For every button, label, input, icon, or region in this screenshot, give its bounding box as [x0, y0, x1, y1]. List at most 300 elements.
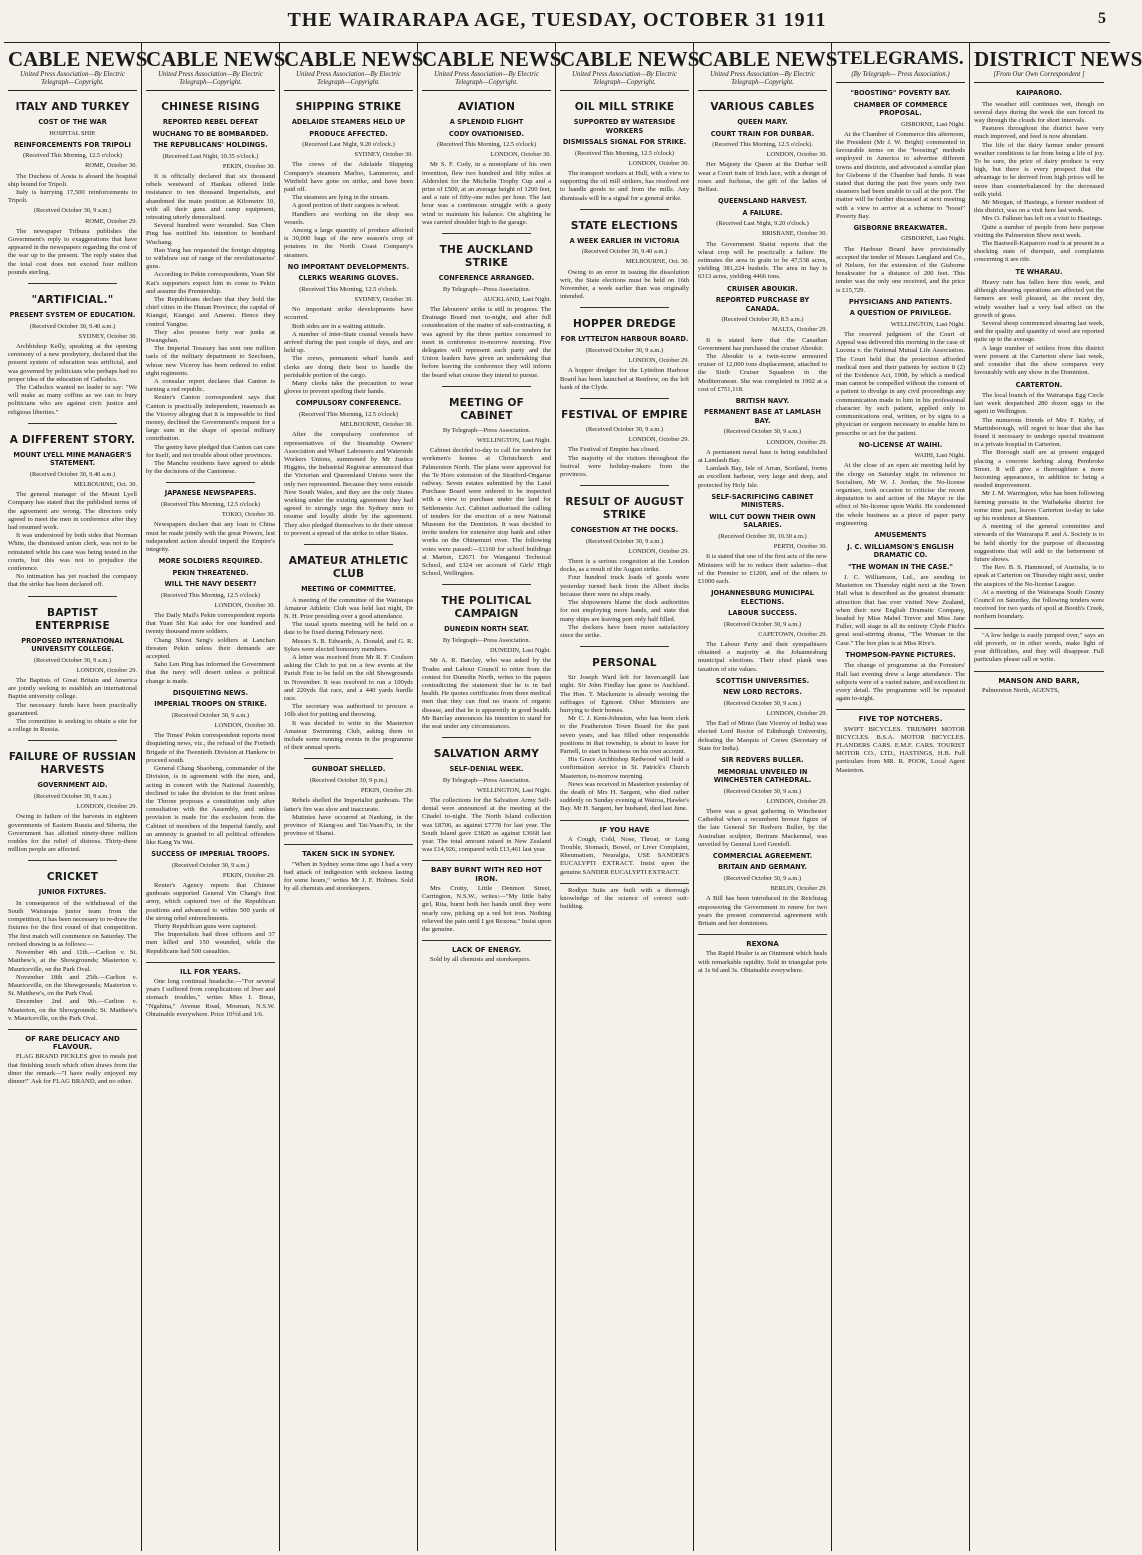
- advertisement: [974, 671, 1104, 695]
- article-paragraph: Both sides are in a waiting attitude.: [292, 322, 386, 330]
- dateline: LONDON, October 29.: [766, 710, 827, 718]
- column-subheading: United Press Association—By Electric Telegraph—Copyright.: [146, 71, 275, 91]
- dateline: LONDON, October 29.: [766, 438, 827, 446]
- article-paragraph: The Rev. B. S. Hammond, of Australia, is to speak at Carterton on Thursday night next, under the auspices of the No-license League.: [974, 564, 1104, 588]
- article-headline: VARIOUS CABLES: [710, 101, 815, 113]
- article-paragraph: There was a great gathering in Winchester Cathedral when a recumbent bronze figure of the late General Sir Redvers Buller, by the Australian sculptor, Bertram Mackennal, was unveiled by General Lord Grenfell.: [698, 807, 827, 848]
- page-number: 5: [1098, 10, 1106, 27]
- article-paragraph: Mutinies have occurred at Nanking, in the province of Kiang-su and Tai-Yuan-Fu, in the province of Shansi.: [284, 813, 413, 838]
- article-headline: FAILURE OF RUSSIAN HARVESTS: [8, 751, 137, 777]
- received-note: (Received October 30, 9 a.m.): [723, 787, 802, 795]
- article-paragraph: Among a large quantity of produce affected is 30,000 bags of the new season's crop of potatoes in the North Coast Company's steamers.: [284, 227, 413, 259]
- article-paragraph: No important strike developments have occurred.: [284, 306, 413, 322]
- article-paragraph: No intimation has yet reached the company that the strike has been declared off.: [8, 573, 137, 589]
- article-paragraph: Rebels shelled the Imperialist gunboats. The latter's fire was slow and inaccurate.: [284, 797, 413, 813]
- article-subheadline: SIR REDVERS BULLER.: [721, 756, 804, 765]
- column-telegrams: [832, 43, 970, 1551]
- article-paragraph: Cabinet decided to-day to call for tenders for workmen's homes at Christchurch and Palmerston North. The plans were approved for the Te Horo extension of the Stratford-Ongarue railway. Seven estates submitted by the Land Purchase Board were ordered to be inspected with a view to purchase under the land for Settlements Act. Cabinet authorised the calling of tenders for the erection of a new National Museum for the Dominion. It was decided to invite tenders for extensive stop bank and other works on the Ohinemuri river. The following votes were passed:—£1160 for school buildings at Marton, £2671 for Wanganui Technical School, and £324 on account of Girls' High School, Wellington.: [422, 447, 551, 578]
- newspaper-title: THE WAIRARAPA AGE, TUESDAY, OCTOBER 31 1911: [287, 9, 827, 31]
- dateline: WELLINGTON, Last Night.: [476, 436, 551, 444]
- article-paragraph: The Labour Party and their sympathisers obtained a majority at the Johannesburg municipal elections. Their chief plank was taxation of site values.: [698, 641, 827, 673]
- article-paragraph: Heavy rain has fallen here this week, and although shearing operations are affected yet the farmers are well pleased, as the recent dry, windy weather had a very bad effect on the growth of grass.: [974, 279, 1104, 319]
- article-paragraph: The Harbour Board have provisionally accepted the tender of Messrs Langland and Co., of Nelson, for the extension of the Gisborne breakwater for a distance of 200 feet. This tender was the only one received, and the price is £15,729.: [836, 245, 965, 294]
- article-paragraph: The Imperialists had three officers and 37 men killed and 150 wounded, while the Republicans had 500 casualties.: [146, 931, 275, 955]
- dateline: WAIHI, Last Night.: [914, 452, 965, 460]
- article-subheadline: AMUSEMENTS: [874, 531, 927, 540]
- advertisement-text: Palmerston North, AGENTS,: [982, 686, 1060, 694]
- article-headline: A DIFFERENT STORY.: [9, 433, 136, 446]
- article-paragraph: At a meeting of the Wairarapa South County Council on Saturday, the following tenders were received for two yards of spoil at Booth's Creek, northern boundary.: [974, 588, 1104, 621]
- article-subheadline: WUCHANG TO BE BOMBARDED.: [152, 129, 269, 138]
- article-paragraph: A meeting of the general committee and stewards of the Wairarapa P. and A. Society is to be held shortly for the purpose of discussing suggestions that will add to the betterment of future shows.: [974, 523, 1104, 564]
- article-subheadline: SUCCESS OF IMPERIAL TROOPS.: [151, 850, 270, 859]
- article-paragraph: Chang Shoot Seng's soldiers at Lanchan threaten Pekin unless their demands are accepted.: [146, 636, 275, 661]
- article-paragraph: Newspapers declare that any loan to China must be made jointly with the great Powers, lest independent action should imperil the Empire's integrity.: [146, 521, 275, 553]
- received-note: (Received October 30, 9 p.m.): [309, 776, 388, 784]
- article-subheadline: ADELAIDE STEAMERS HELD UP: [291, 118, 406, 126]
- section-divider: [580, 398, 669, 399]
- column-heading: TELEGRAMS.: [837, 48, 964, 69]
- article-headline: SHIPPING STRIKE: [295, 101, 402, 113]
- article-paragraph: The secretary was authorised to procure a 10lb shot for putting and throwing.: [284, 703, 413, 719]
- article-subheadline: A WEEK EARLIER IN VICTORIA: [569, 236, 680, 245]
- dateline: LONDON, October 30.: [766, 151, 827, 159]
- article-subheadline: CLERKS WEARING GLOVES.: [298, 274, 399, 283]
- article-subheadline: COST OF THE WAR: [38, 118, 107, 126]
- article-paragraph: Her Majesty the Queen at the Durbar will wear a Court train of Irish lace, with a design of roses and fuchsias, the gift of the ladies of Belfast.: [698, 161, 827, 194]
- section-divider: [442, 386, 531, 387]
- dateline: LONDON, October 30.: [214, 722, 275, 730]
- article-paragraph: It is officially declared that six thousand rebels westward of Hankau offered little resistance to ten thousand Imperialists, and abandoned the main position at Kilometre 10, with all their guns and camp equipment, retreating utterly demoralised.: [146, 172, 275, 221]
- section-divider: [28, 860, 117, 861]
- dateline: PEKIN, October 30.: [222, 162, 275, 170]
- dateline: LONDON, October 30.: [214, 601, 275, 609]
- advertisement: [146, 962, 275, 1019]
- dateline: LONDON, October 29.: [76, 803, 137, 811]
- article-subheadline: CODY OVATIONISED.: [449, 129, 524, 138]
- column-heading: CABLE NEWS: [284, 47, 424, 71]
- article-paragraph: December 2nd and 9th.—Carlton v. Masterton, on the Showgrounds; St. Matthew's v. Mauriceville, on the Park Oval.: [8, 998, 137, 1022]
- section-divider: [304, 758, 393, 759]
- dateline: TOKIO, October 30.: [221, 511, 275, 519]
- article-paragraph: After the compulsory conference of representatives of the Steamship Owners' Association and Wharf Labourers and Waterside Workers Unions, summoned by Mr Justice Higgins, the Industrial Registrar announced that the Victorian and Queensland Unions were the only two represented. Because they were outside New South Wales, and they are the only States working under the existing agreement they had agreed to strongly urge the Sydney men to resume and loyally abide by the agreement. They also pledged themselves to do their utmost to prevent a spread of the strike to other States.: [284, 431, 413, 537]
- article-subheadline: A FAILURE.: [742, 208, 783, 217]
- dateline: AUCKLAND, Last Night.: [483, 295, 551, 303]
- column-cable2: [142, 43, 286, 1551]
- article-paragraph: Owing to an error in issuing the dissolution writ, the State elections must be held on 16th November, a week earlier than was originally intended.: [560, 268, 689, 301]
- column-subheading: United Press Association—By Electric Telegraph—Copyright.: [8, 71, 137, 91]
- article-subheadline: MORE SOLDIERS REQUIRED.: [158, 557, 263, 566]
- article-subheadline: WILL THE NAVY DESERT?: [164, 580, 257, 589]
- column-heading: CABLE NEWS: [698, 47, 838, 71]
- article-headline: THE POLITICAL CAMPAIGN: [441, 595, 532, 621]
- article-paragraph: The weather still continues wet, though on several days during the week the sun forced its way through the clouds for short intervals.: [974, 100, 1104, 124]
- article-paragraph: A meeting of the committee of the Wairarapa Amateur Athletic Club was held last night, Dr N. H. Prior presiding over a good attendance.: [284, 596, 413, 620]
- dateline: LONDON, October 30.: [490, 151, 551, 159]
- dateline: MELBOURNE, October 30.: [339, 421, 413, 429]
- article-paragraph: A large number of settlers from this district were present at the Carterton show last week, and consider that the show compares very favourably with any show in the Dominion.: [974, 344, 1104, 377]
- article-paragraph: Saho Len Ping has informed the Government that the navy will desert unless a political change is made.: [146, 661, 275, 685]
- advertisement-heading: REXONA: [746, 940, 779, 949]
- received-note: (Received This Morning, 12.5 o'clock): [160, 500, 260, 508]
- article-paragraph: Pastures throughout the district have very much improved, and feed is now abundant.: [974, 125, 1104, 141]
- dateline: LONDON, October 29.: [628, 547, 689, 555]
- dateline: DUNEDIN, Last Night.: [489, 647, 551, 655]
- received-note: (Received Last Night, 9.20 o'clock.): [716, 220, 809, 228]
- dateline: LONDON, October 29.: [628, 436, 689, 444]
- article-paragraph: Quite a number of people from here purpose visiting the Palmerston Show next week.: [974, 223, 1104, 239]
- article-subheadline: TE WHARAU.: [1015, 267, 1063, 276]
- article-subheadline: PERMANENT BASE AT LAMLASH BAY.: [704, 408, 821, 425]
- article-subheadline: CRUISER ABOUKIR.: [727, 284, 798, 293]
- article-paragraph: It was understood by both sides that Norman White, the dismissed union clerk, was not to be reinstated while his case was being tested in the courts, but this was not to prejudice the conference.: [8, 532, 137, 573]
- received-note: (Received This Morning, 12.5 o'clock).: [712, 141, 813, 148]
- article-paragraph: Handlers are working on the deep sea vessels.: [284, 210, 413, 226]
- article-headline: AMATEUR ATHLETIC CLUB: [288, 555, 409, 581]
- article-paragraph: The transport workers at Hull, with a view to supporting the oil mill strikers, has resolved not to handle goods to and from the mills. Any dismissals will be a signal for a general strike.: [560, 169, 689, 202]
- column-heading: CABLE NEWS: [8, 47, 148, 71]
- dateline: BRISBANE, October 30.: [762, 230, 827, 238]
- article-paragraph: It is stated here that the Canadian Government has purchased the cruiser Aboukir.: [698, 336, 827, 352]
- column-district: [970, 43, 1142, 1551]
- article-subheadline: SELF-SACRIFICING CABINET MINISTERS.: [711, 492, 814, 510]
- advertisement-text: One long continual headache.—"For several years I suffered from complications of liver and stomach troubles," writes Miss I. Brear, "Ngahina," Avenue Road, Mosman, N.S.W. Obtainable everywhere. Price 10½d and 1/6.: [146, 978, 275, 1018]
- article-subheadline: CARTERTON.: [1015, 380, 1063, 389]
- received-note: (Received October 30, 9.40 a.m.): [581, 248, 668, 256]
- article-paragraph: The crews of the Adelaide Shipping Company's steamers Marloo, Lammeroo, and Winfield have gone on strike, and have been paid off.: [284, 161, 413, 194]
- received-note: (Received This Morning, 12.5 o'clock): [574, 149, 674, 157]
- article-paragraph: Mr C. J. Kent-Johnston, who has been clerk to the Featherston Town Board for the past seven years, and has filled other responsible positions in that township, is about to leave for Parnell, to start in business on his own account.: [560, 715, 689, 755]
- column-heading: DISTRICT NEWS: [974, 47, 1142, 71]
- article-paragraph: The general manager of the Mount Lyell Company has stated that the published terms of the agreement are wrong. The directors only agreed to meet the men in conference after they had resumed work.: [8, 491, 137, 531]
- article-paragraph: Lamlash Bay, Isle of Arran, Scotland, forms an excellent harbour, very large and deep, and protected by Holy Isle.: [698, 465, 827, 489]
- article-paragraph: The crews, permanent wharf hands and clerks are doing their best to handle the perishable portion of the cargo.: [284, 355, 413, 379]
- dateline: GISBORNE, Last Night.: [901, 235, 965, 243]
- article-subheadline: CONFERENCE ARRANGED.: [438, 274, 535, 283]
- article-paragraph: The dockers have been more satisfactory since the strike.: [560, 623, 689, 639]
- received-note: (Received This Morning, 12.5 o'clock.: [299, 285, 398, 293]
- article-subheadline: NO IMPORTANT DEVELOPMENTS.: [287, 262, 410, 271]
- section-divider: [304, 544, 393, 545]
- section-divider: [580, 307, 669, 308]
- section-divider: [580, 209, 669, 210]
- article-paragraph: A hopper dredger for the Lyttelton Harbour Board has been launched at Renfrew, on the left bank of the Clyde.: [560, 367, 689, 391]
- article-subheadline: QUEENSLAND HARVEST.: [718, 197, 807, 206]
- article-paragraph: Thirty Republican guns were captured.: [154, 923, 257, 931]
- section-divider: [442, 584, 531, 585]
- received-note: (Received October 30, 9 a.m.): [723, 428, 802, 436]
- article-headline: CHINESE RISING: [161, 101, 260, 113]
- article-paragraph: A good portion of their cargoes is wheat.: [292, 202, 400, 210]
- article-subheadline: BRITAIN AND GERMANY.: [718, 863, 807, 872]
- received-note: (Received October 30, 9 a.m.): [723, 874, 802, 882]
- received-note: By Telegraph—Press Association.: [442, 776, 531, 784]
- section-divider: [28, 740, 117, 741]
- article-subheadline: NEW LORD RECTORS.: [723, 688, 802, 697]
- article-subheadline: GISBORNE BREAKWATER.: [853, 223, 948, 232]
- article-subheadline: PRODUCE AFFECTED.: [309, 129, 388, 138]
- column-subheading: United Press Association—By Electric Telegraph—Copyright.: [698, 71, 827, 91]
- advertisement: [698, 934, 827, 975]
- column-subheading: United Press Association—By Electric Telegraph—Copyright.: [422, 71, 551, 91]
- article-subheadline: PRESENT SYSTEM OF EDUCATION.: [9, 311, 136, 320]
- dateline: LONDON, October 29.: [766, 797, 827, 805]
- article-paragraph: The necessary funds have been practically guaranteed.: [8, 701, 137, 717]
- article-paragraph: The Bastwell-Kaiparoro road is at present in a shocking state of disrepair, and complaints concerning it are rife.: [974, 239, 1104, 264]
- advertisement: [422, 860, 551, 934]
- article-headline: RESULT OF AUGUST STRIKE: [565, 496, 684, 522]
- article-paragraph: The Duchess of Aosta is aboard the hospital ship bound for Tripoli.: [8, 172, 137, 188]
- article-headline: SALVATION ARMY: [433, 748, 540, 761]
- article-headline: CRICKET: [46, 871, 99, 884]
- article-subheadline: CHAMBER OF COMMERCE PROPOSAL.: [853, 100, 948, 117]
- dateline: LONDON, October 29.: [628, 357, 689, 365]
- advertisement-text: The Rapid Healer is an Ointment which heals with remarkable rapidity. Sold in triangular pots at 1s 6d and 3s. Obtainable everywhere.: [698, 950, 827, 974]
- dateline: CAPETOWN, October 29.: [758, 630, 827, 638]
- dateline: LONDON, October 30.: [628, 159, 689, 167]
- advertisement-heading: ILL FOR YEARS.: [180, 967, 241, 976]
- column-subheading: United Press Association—By Electric Telegraph—Copyright.: [560, 71, 689, 91]
- article-paragraph: The Festival of Empire has closed.: [568, 446, 660, 454]
- dateline: ROME, October 30.: [85, 162, 137, 170]
- article-subheadline: MEETING OF COMMITTEE.: [301, 585, 396, 594]
- advertisement-heading: BABY BURNT WITH RED HOT IRON.: [430, 866, 543, 883]
- received-note: (Received October 30, 8.5 a.m.): [721, 316, 804, 324]
- advertisement-text: Mrs Crotty, Little Denmon Street, Carrington, N.S.W., writes:—"My little baby girl, Rita, burnt both her hands until they were nearly raw, picking up a red hot iron. Nothing relieved the pain until I got Rexona." Insist upon the genuine.: [422, 884, 551, 933]
- article-headline: HOPPER DREDGE: [572, 318, 677, 331]
- article-paragraph: At the Chamber of Commerce this afternoon, the President (Mr J. W. Bright) commented in favourable terms on the "boosting" methods employed in America to advertise different towns and districts, and advocated a similar plan for Gisborne if the Chamber had funds. It was stated that during the past five years only two steamers had been unable to call at the port. The matter will be further discussed at next meeting with a view to arrive at a scheme to "boost" Poverty Bay.: [836, 130, 965, 220]
- advertisement-text: "A low hedge is easily jumped over," says an old proverb, or in other words, make light of your difficulties, and they will disappear. Full particulars please call or write.: [974, 631, 1104, 664]
- article-subheadline: A QUESTION OF PRIVILEGE.: [849, 309, 952, 318]
- received-note: (Received October 30, 9 a.m.): [585, 537, 664, 545]
- article-subheadline: REPORTED PURCHASE BY CANADA.: [715, 296, 810, 313]
- article-headline: BAPTIST ENTERPRISE: [35, 606, 110, 632]
- article-subheadline: JOHANNESBURG MUNICIPAL ELECTIONS.: [711, 589, 814, 606]
- dateline: PEKIN, October 29.: [360, 787, 413, 795]
- column-heading: CABLE NEWS: [422, 47, 562, 71]
- article-paragraph: The majority of the visitors throughout the festival were holiday-makers from the provinces.: [560, 454, 689, 478]
- article-paragraph: Reuter's Canton correspondent says that Canton is practically independent, inasmuch as the Viceroy alleging that it is impossible to find money, declined the Government's request for a large sum in the shape of special military contribution.: [146, 394, 275, 443]
- received-note: (Received October 30, 9 a.m.): [585, 425, 664, 433]
- advertisement-text: Rodlyn Suits are built with a thorough knowledge of the science of correct suit-building.: [560, 886, 689, 911]
- section-divider: [28, 283, 117, 284]
- article-paragraph: The collections for the Salvation Army Self-denial were announced at the meeting at the Citadel to-night. The North Island collection was £8706, as against £7778 for last year. The South Island gave £3820 as against £3668 last year. The total amount raised in New Zealand was £14,926, compared with £13,461 last year.: [422, 797, 551, 854]
- dateline: WELLINGTON, Last Night.: [890, 320, 965, 328]
- article-subheadline: MOUNT LYELL MINE MANAGER'S STATEMENT.: [13, 450, 132, 468]
- dateline: SYDNEY, October 30.: [354, 151, 413, 159]
- column-cable5: [556, 43, 700, 1551]
- article-headline: AVIATION: [457, 101, 516, 113]
- article-paragraph: It is stated that one of the first acts of the new Ministers will be to reduce their salaries—that of the Premier to £1200, and of the others to £1000 each.: [698, 553, 827, 585]
- received-note: (Received October 30, 10.30 a.m.): [718, 532, 807, 540]
- received-note: (Received October 30, 9 a.m.): [723, 699, 802, 707]
- article-paragraph: The life of the dairy farmer under present weather conditions is far from being a life of joy. To be sure, the price of dairy produce is very high, but there is every prospect that the advantage to be derived from high prices will be more than counterbalanced by the decreased milk yield.: [974, 141, 1104, 198]
- section-divider: [28, 596, 117, 597]
- article-subheadline: "THE WOMAN IN THE CASE.": [848, 562, 953, 571]
- article-paragraph: November 18th and 25th.—Carlton v. Mauriceville, on the Showgrounds; Masterton v. St. Matthew's, on the Park Oval.: [8, 973, 137, 998]
- received-note: (Received October 30, 9.40 a.m.): [29, 470, 116, 478]
- received-note: (Received This Morning, 12.5 o'clock): [436, 141, 536, 148]
- advertisement-heading: MANSON AND BARR,: [998, 676, 1080, 685]
- article-headline: FESTIVAL OF EMPIRE: [561, 408, 688, 421]
- received-note: (Received October 30, 9 a.m.): [33, 207, 112, 215]
- dateline: MELBOURNE, Oct. 30.: [625, 258, 689, 266]
- advertisement-heading: OF RARE DELICACY AND FLAVOUR.: [25, 1034, 120, 1052]
- article-paragraph: The Earl of Minto (late Viceroy of India) was elected Lord Rector of Edinburgh University, defeating the Marquis of Crewe (Secretary of State for India).: [698, 720, 827, 752]
- article-paragraph: It was decided to write to the Masterton Amateur Swimming Club, asking them to include some running events in the programme of their annual sports.: [284, 719, 413, 752]
- column-heading: CABLE NEWS: [146, 47, 286, 71]
- masthead: [0, 0, 1114, 40]
- article-headline: ITALY AND TURKEY: [15, 101, 130, 113]
- received-note: HOSPITAL SHIP.: [49, 129, 96, 137]
- article-subheadline: DISMISSALS SIGNAL FOR STRIKE.: [562, 138, 687, 146]
- dateline: BERLIN, October 29.: [770, 885, 827, 893]
- article-paragraph: News was received in Masterton yesterday of the death of Mrs H. Sargent, who died rather suddenly on Sunday evening at Wairoa, Hawke's Bay. Mr H. Sargent, her husband, died last June.: [560, 780, 689, 813]
- article-paragraph: Mr S. F. Cody, in a monoplane of his own invention, flew two hundred and fifty miles at Aldershot for the Michelin Trophy Cup and a prize of £500, at an average height of 1200 feet, and a rate of fifty-one miles per hour. The last hour was a continuous struggle with a gusty wind to maintain his balance. On alighting he was carried shoulder high to the garage.: [422, 161, 551, 226]
- article-paragraph: Mrs O. Falkner has left on a visit to Hastings.: [982, 215, 1103, 223]
- article-subheadline: COMMERCIAL AGREEMENT.: [712, 851, 813, 860]
- advertisement: [974, 628, 1104, 665]
- dateline: SYDNEY, October 30.: [354, 296, 413, 304]
- article-headline: THE AUCKLAND STRIKE: [439, 244, 534, 270]
- article-paragraph: Reuter's Agency reports that Chinese gunboats supported General Yin Chang's first army, which captured two of the Republican positions and advanced to within 500 yards of the strong rebel entrenchments.: [146, 882, 275, 922]
- column-subheading: (By Telegraph— Press Association.): [836, 71, 965, 83]
- article-paragraph: At the close of an open air meeting held by the clergy on Saturday night in reference to Socialism, Mr W. J. Jordan, the No-license organiser, took occasion to criticise the recent deputation to and action of the Mayor re the effect of No-license upon Waihi. He condemned the whole business as a piece of paper party engineering.: [836, 462, 965, 527]
- advertisement-text: FLAG BRAND PICKLES give to meals just that finishing touch which often draws from the diner the remark—"I have really enjoyed my dinner!" Ask for FLAG BRAND, and no other.: [8, 1053, 137, 1085]
- article-subheadline: GOVERNMENT AID.: [37, 781, 108, 790]
- advertisement: [560, 820, 689, 877]
- section-divider: [580, 485, 669, 486]
- article-subheadline: A SPLENDID FLIGHT: [449, 118, 524, 126]
- article-paragraph: According to Pekin correspondents, Yuan Shi Kai's supporters expect him to come to Pekin and assume the Premiership.: [146, 271, 275, 295]
- advertisement-heading: TAKEN SICK IN SYDNEY.: [302, 850, 395, 859]
- article-paragraph: The numerous friends of Mrs F. Kirby, of Martinborough, will regret to hear that she has found it necessary to undergo special treatment in a private hospital in Carterton.: [974, 416, 1104, 449]
- article-paragraph: Italy is hurrying 17,500 reinforcements to Tripoli.: [8, 189, 137, 205]
- article-paragraph: There is a serious congestion at the London docks, as a result of the August strike.: [560, 558, 689, 574]
- column-heading: CABLE NEWS: [560, 47, 700, 71]
- dateline: MALTA, October 29.: [772, 326, 827, 334]
- received-note: (Received This Morning, 12.5 o'clock): [160, 591, 260, 599]
- article-headline: OIL MILL STRIKE: [574, 101, 675, 113]
- article-paragraph: Sir Joseph Ward left for Invercargill last night. Sir John Findlay has gone to Auckland. The Hon. T. Mackenzie is already wooing the suffrages of Egmont. Other Ministers are hurrying to their homes.: [560, 674, 689, 714]
- article-paragraph: The shipowners blame the dock authorities for not employing more hands, and state that many ships are leaving port only half filled.: [560, 599, 689, 623]
- article-paragraph: His Grace Archbishop Redwood will hold a confirmation service in St. Patrick's Church Masterton, to-morrow morning.: [560, 756, 689, 780]
- article-paragraph: The Baptists of Great Britain and America are jointly seeking to establish an international Baptist university college.: [8, 677, 137, 701]
- article-paragraph: A permanent naval base is being established at Lamlash Bay.: [698, 448, 827, 465]
- received-note: By Telegraph—Press Association.: [442, 636, 531, 644]
- dateline: ROME, October 29.: [85, 217, 137, 225]
- article-subheadline: IMPERIAL TROOPS ON STRIKE.: [154, 700, 267, 709]
- article-subheadline: SUPPORTED BY WATERSIDE WORKERS: [573, 118, 676, 135]
- article-paragraph: The local branch of the Wairarapa Egg Circle last week despatched 280 dozen eggs to the agent in Wellington.: [974, 392, 1104, 416]
- advertisement-heading: IF YOU HAVE: [599, 825, 650, 834]
- received-note: (Received Last Night, 9.20 o'clock.): [302, 141, 395, 148]
- column-subheading: United Press Association—By Electric Telegraph—Copyright.: [284, 71, 413, 91]
- dateline: SYDNEY, October 30.: [78, 332, 137, 340]
- article-subheadline: REINFORCEMENTS FOR TRIPOLI: [14, 140, 131, 149]
- article-paragraph: The labourers' strike is still in progress. The Drainage Board met to-night, and after full consideration of the matter of sub-contracting, it was agreed by the three parties concerned to meet in conference to-morrow morning. Five delegates will represent each party and the Union leaders have given an undertaking that before leaving the conference they will inform the board what course they intend to pursue.: [422, 305, 551, 379]
- article-headline: STATE ELECTIONS: [570, 219, 679, 232]
- article-paragraph: The reserved judgment of the Court of Appeal was delivered this morning in the case of Lucena v. the National Mutual Life Association. The Court held that the protection afforded medical men and their patients by section 8 (2) of the Evidence Act, 1908, by which a medical man cannot be compelled without the consent of a patient to divulge in any civil proceedings any communication made to him in his professional character by such patient, applied only to communications oral, written, or by signs to a physician or surgeon necessary to enable him to prescribe or act for the patient.: [836, 331, 965, 437]
- advertisement-text: A Cough, Cold, Nose, Throat, or Lung Trouble, Stomach, Bowel, or Liver Complaint, Rheumatism, Neuralgia, USE SANDER'S EUCALYPTI EXTRACT. Insist upon the genuine SANDER EUCALYPTI EXTRACT.: [560, 835, 689, 876]
- article-subheadline: WILL CUT DOWN THEIR OWN SALARIES.: [709, 512, 816, 530]
- article-subheadline: SELF-DENIAL WEEK.: [449, 765, 524, 774]
- article-paragraph: Messrs S. B. Edwards, A. Donald, and G. R. Sykes were elected honorary members.: [284, 637, 413, 653]
- article-subheadline: THOMPSON-PAYNE PICTURES.: [845, 650, 956, 659]
- article-subheadline: QUEEN MARY.: [737, 118, 788, 126]
- advertisement: [284, 844, 413, 893]
- received-note: (Received October 30, 9 a.m.): [723, 620, 802, 628]
- article-subheadline: DUNEDIN NORTH SEAT.: [444, 625, 529, 634]
- article-subheadline: COURT TRAIN FOR DURBAR.: [710, 129, 815, 138]
- received-note: (Received October 30, 9 a.m.): [171, 861, 250, 869]
- article-paragraph: The gentry have pledged that Canton can care for itself, and not trouble about other provinces.: [146, 443, 276, 459]
- section-divider: [442, 233, 531, 234]
- column-cable4: [418, 43, 562, 1551]
- article-paragraph: General Chang Shaobeng, commander of the Division, is in agreement with the men, and, acting in concert with the National Assembly, declined to take the division to the front unless the Throne proposes a constitution only after consultation with the Assembly, and unless provision is made for the exclusion from the Cabinet of members of the Imperial family, and an amnesty is granted to all political offenders like Kang Yu Wei.: [146, 765, 275, 846]
- article-subheadline: LABOUR SUCCESS.: [728, 609, 797, 618]
- article-headline: MEETING OF CABINET: [448, 396, 525, 422]
- article-subheadline: PEKIN THREATENED.: [172, 568, 249, 577]
- column-cable3: [280, 43, 424, 1551]
- article-paragraph: Owing to failure of the harvests in eighteen governments of Eastern Russia and Siberia, the Government has allotted ninety-three million roubles for the relief of distress. Thirty-three million people are affected.: [8, 813, 137, 854]
- article-paragraph: The usual sports meeting will be held on a date to be fixed during February next.: [284, 621, 413, 637]
- advertisement-heading: FIVE TOP NOTCHERS.: [858, 715, 943, 724]
- article-headline: "ARTIFICIAL.": [31, 294, 114, 307]
- article-paragraph: Several hundred were wounded. Sun Chen Ping has notified his intention to bombard Wuchang.: [146, 222, 275, 246]
- article-paragraph: The Times' Pekin correspondent reports most disquieting news, viz., the refusal of the Fortieth Brigade of the Twentieth Division at Hankow to proceed south.: [146, 732, 275, 764]
- advertisement-text: Sold by all chemists and storekeepers.: [430, 956, 531, 964]
- dateline: MELBOURNE, Oct. 30.: [73, 480, 137, 488]
- article-subheadline: BRITISH NAVY.: [735, 396, 790, 405]
- received-note: (Received Last Night, 10.35 o'clock.): [162, 152, 259, 160]
- article-paragraph: The Daily Mail's Pekin correspondent reports that Yuan Shi Kai asks for one hundred and twenty thousand more soldiers.: [146, 612, 275, 636]
- article-paragraph: The Republicans declare that they hold the chief cities in the Hunan Province, the capital of Kiangsi, Kiangsi and Amensi. Hence they control Yangtse.: [146, 295, 275, 328]
- received-note: (Received This Morning, 12.5 o'clock): [22, 152, 122, 160]
- received-note: By Telegraph—Press Association.: [442, 426, 531, 434]
- dateline: WELLINGTON, Last Night.: [476, 786, 551, 794]
- article-paragraph: The change of programme at the Foresters' Hall last evening drew a large attendance. The subjects were of a varied nature, and excellent in every detail. The programme will be repeated again to-night.: [836, 662, 965, 703]
- article-subheadline: GUNBOAT SHELLED.: [311, 765, 386, 774]
- article-paragraph: A number of inter-State coastal vessels have arrived during the past couple of days, and are held up.: [284, 330, 413, 355]
- received-note: (Received October 30, 9 a.m.): [171, 711, 250, 719]
- article-paragraph: Many clerks take the precaution to wear gloves to prevent spoiling their hands.: [284, 380, 413, 396]
- article-subheadline: JUNIOR FIXTURES.: [38, 888, 107, 897]
- advertisement-text: "When in Sydney some time ago I had a very bad attack of indigestion with sickness lasting for some hours," writes Mr J. F. Holmes. Sold by all chemists and storekeepers.: [284, 860, 413, 893]
- advertisement: [422, 940, 551, 964]
- column-cable1: [4, 43, 148, 1551]
- article-subheadline: NO-LICENSE AT WAIHI.: [858, 440, 943, 449]
- article-subheadline: "BOOSTING" POVERTY BAY.: [850, 89, 951, 97]
- received-note: (Received October 30, 9 a.m.): [585, 346, 664, 354]
- dateline: GISBORNE, Last Night.: [901, 120, 965, 128]
- article-paragraph: Archbishop Kelly, speaking at the opening ceremony of a new presbytery, declared that the present system of education was artificial, and was governed by politicians who perhaps had no proper idea of the education of Catholics.: [8, 342, 137, 383]
- article-headline: PERSONAL: [592, 657, 657, 670]
- article-paragraph: They also possess forty war junks at Hwangshan.: [146, 328, 275, 344]
- article-subheadline: MEMORIAL UNVEILED IN WINCHESTER CATHEDRAL.: [713, 767, 812, 785]
- received-note: (Received This Morning, 12.5 o'clock): [298, 410, 398, 418]
- section-divider: [166, 482, 255, 483]
- column-cable6: [694, 43, 838, 1551]
- article-paragraph: A consular report declares that Canton is turning a red republic.: [146, 377, 275, 394]
- article-subheadline: COMPULSORY CONFERENCE.: [295, 399, 402, 408]
- article-subheadline: THE REPUBLICANS' HOLDINGS.: [153, 141, 268, 149]
- received-note: (Received October 30, 9 a.m.): [33, 656, 112, 664]
- article-subheadline: J. C. WILLIAMSON'S ENGLISH DRAMATIC CO.: [847, 542, 954, 560]
- advertisement-text: SWIFT BICYCLES. TRIUMPH MOTOR BICYCLES. B.S.A. MOTOR BICYCLES. FLANDERS CARS. E.M.F. CARS. TOURIST MOTOR CO., LTD., HASTINGS, H.B. Full particulars from MR. R. POOK, Local Agent Masterton.: [836, 725, 965, 774]
- advertisement: [8, 1029, 137, 1086]
- article-paragraph: The Aboukir is a twin-screw armoured cruiser of 12,000 tons displacement, attached to the Sixth Cruiser Squadron in the Mediterranean. She was completed in 1902 at a cost of £751,118.: [698, 352, 827, 393]
